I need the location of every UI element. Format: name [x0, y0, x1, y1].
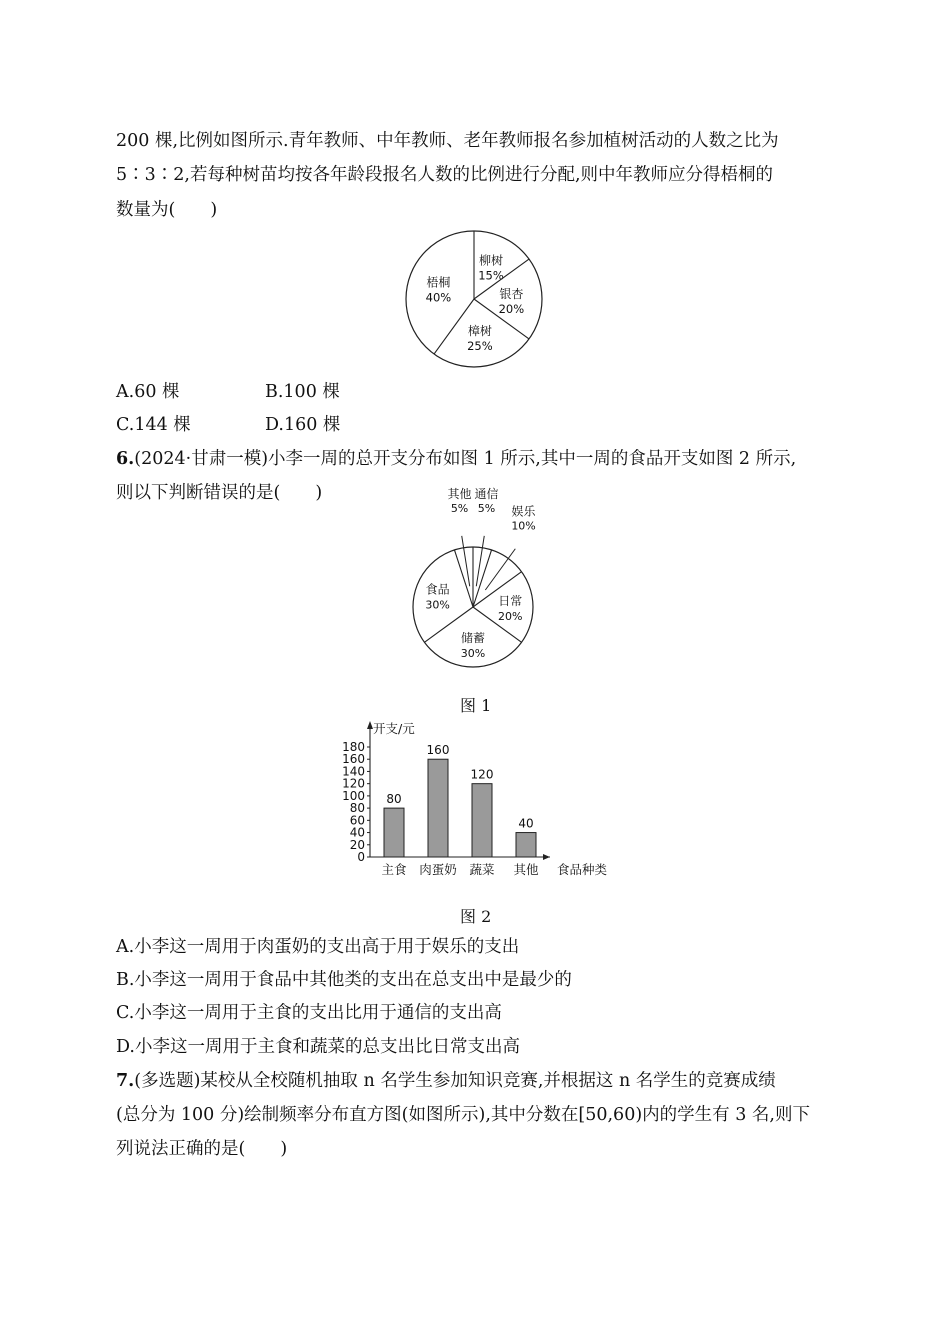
q5-option-c[interactable]: C.144 棵 [116, 415, 191, 435]
x-tick-label: 其他 [513, 862, 539, 877]
x-tick-label: 主食 [381, 862, 407, 877]
pie-slice-label: 通信 [474, 487, 499, 502]
q5-option-a[interactable]: A.60 棵 [116, 382, 180, 402]
q5-option-d[interactable]: D.160 棵 [265, 415, 341, 435]
y-tick-label: 160 [342, 752, 365, 767]
y-tick-label: 60 [349, 813, 365, 828]
pie-slice-percent: 20% [498, 302, 525, 316]
q6-option-d[interactable]: D.小李这一周用于主食和蔬菜的总支出比日常支出高 [116, 1037, 520, 1057]
pie-slice-percent: 5% [450, 502, 469, 516]
y-axis-label: 开支/元 [373, 721, 415, 736]
y-tick-label: 100 [342, 788, 365, 803]
q5-option-b[interactable]: B.100 棵 [265, 382, 340, 402]
bar-主食 [384, 808, 404, 857]
pie-slice-percent: 15% [478, 268, 504, 283]
bar-蔬菜 [472, 784, 492, 857]
x-axis-label: 食品种类 [556, 862, 608, 877]
expense-pie-chart [395, 487, 555, 675]
figure-1-caption: 图 1 [460, 696, 492, 715]
q7-text-line-2: (总分为 100 分)绘制频率分布直方图(如图所示),其中分数在[50,60)内的学生有 3 名,则下 [116, 1105, 810, 1125]
y-tick-label: 80 [349, 801, 365, 816]
pie-slice-label: 其他 [447, 487, 472, 502]
q5-text-line-2: 5∶3∶2,若每种树苗均按各年龄段报名人数的比例进行分配,则中年教师应分得梧桐的 [116, 165, 774, 185]
q7-number: 7. [116, 1071, 135, 1091]
q6-text-line-2: 则以下判断错误的是( ) [116, 483, 323, 503]
pie-slice-percent: 30% [425, 598, 450, 612]
pie-leader-line [476, 536, 484, 586]
x-tick-label: 肉蛋奶 [419, 862, 457, 877]
x-axis-arrow [543, 854, 550, 860]
bar-value-label: 80 [386, 792, 402, 807]
pie-slice-percent: 40% [425, 290, 452, 305]
q6-option-a[interactable]: A.小李这一周用于肉蛋奶的支出高于用于娱乐的支出 [116, 937, 520, 957]
bar-value-label: 120 [470, 767, 494, 782]
bar-肉蛋奶 [428, 759, 448, 857]
y-tick-label: 40 [349, 825, 365, 840]
q7-stem: (多选题)某校从全校随机抽取 n 名学生参加知识竞赛,并根据这 n 名学生的竞赛成绩 [134, 1071, 776, 1091]
bar-value-label: 40 [518, 816, 534, 831]
q6-option-b[interactable]: B.小李这一周用于食品中其他类的支出在总支出中是最少的 [116, 970, 572, 990]
bar-value-label: 160 [426, 743, 450, 758]
pie-slice-percent: 20% [497, 610, 523, 623]
x-tick-label: 蔬菜 [469, 862, 495, 877]
q5-text-line-1: 200 棵,比例如图所示.青年教师、中年教师、老年教师报名参加植树活动的人数之比为 [116, 131, 779, 151]
pie-slice-percent: 25% [467, 338, 493, 353]
y-tick-label: 0 [357, 850, 365, 864]
q5-text-line-3: 数量为( ) [116, 200, 218, 220]
tree-pie-chart [400, 225, 550, 375]
pie-slice-label: 日常 [498, 594, 523, 608]
pie-slice-border-娱乐 [473, 550, 492, 607]
pie-slice-percent: 5% [477, 502, 496, 516]
q6-number: 6. [116, 449, 135, 469]
pie-slice-label: 储蓄 [460, 631, 486, 646]
q6-option-c[interactable]: C.小李这一周用于主食的支出比用于通信的支出高 [116, 1003, 502, 1023]
pie-slice-label: 银杏 [499, 287, 524, 301]
q6-text-line-1 [116, 447, 796, 471]
y-tick-label: 20 [349, 837, 365, 852]
q7-text-line-3: 列说法正确的是( ) [116, 1139, 288, 1159]
q6-stem: (2024·甘肃一模)小李一周的总开支分布如图 1 所示,其中一周的食品开支如图 2 所示, [134, 449, 797, 469]
bar-其他 [516, 833, 536, 857]
pie-slice-percent: 30% [460, 647, 486, 661]
pie-slice-border-其他 [454, 550, 473, 607]
pie-slice-percent: 10% [511, 519, 536, 533]
food-expense-bar-chart [330, 715, 630, 885]
pie-slice-label: 梧桐 [426, 275, 451, 290]
y-tick-label: 180 [342, 740, 365, 754]
pie-slice-label: 柳树 [478, 253, 503, 268]
q7-text-line-1 [116, 1069, 776, 1093]
pie-slice-label: 食品 [425, 582, 450, 597]
figure-2-caption: 图 2 [460, 907, 492, 926]
pie-leader-line [462, 536, 470, 586]
y-tick-label: 140 [342, 764, 365, 779]
y-tick-label: 120 [342, 776, 365, 791]
pie-slice-label: 娱乐 [511, 504, 536, 519]
pie-slice-label: 樟树 [467, 323, 492, 338]
